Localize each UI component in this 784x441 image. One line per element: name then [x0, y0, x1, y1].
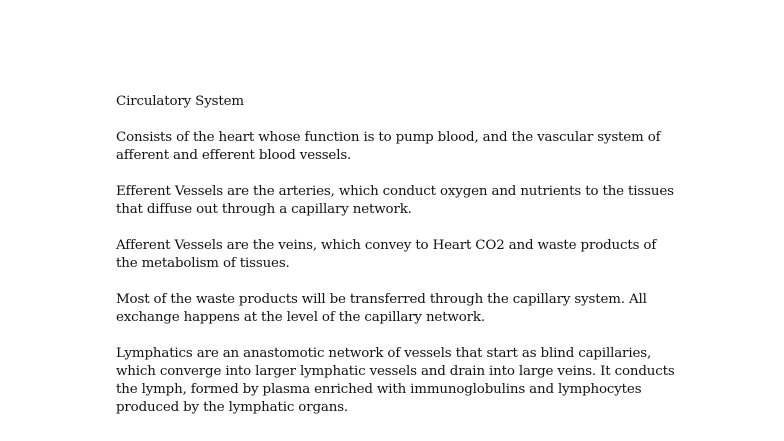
paragraph: Afferent Vessels are the veins, which convey to Heart CO2 and waste products of the metabolism of tissues.: [116, 238, 657, 271]
document-body: [116, 93, 676, 435]
paragraph: Most of the waste products will be transferred through the capillary system. All exchange happens at the level of the capillary network.: [116, 292, 647, 325]
paragraph: Lymphatics are an anastomotic network of vessels that start as blind capillaries, which converge into larger lymphatic vessels and drain into large veins. It conducts the lymph, formed by plasma enriched with immunoglobulins and lymphocytes produced by the lymphatic organs.: [116, 346, 675, 415]
document-title: Circulatory System: [116, 94, 244, 109]
paragraph: Consists of the heart whose function is to pump blood, and the vascular system of afferent and efferent blood vessels.: [116, 130, 661, 163]
paragraph: Efferent Vessels are the arteries, which conduct oxygen and nutrients to the tissues that diffuse out through a capillary network.: [116, 184, 674, 217]
